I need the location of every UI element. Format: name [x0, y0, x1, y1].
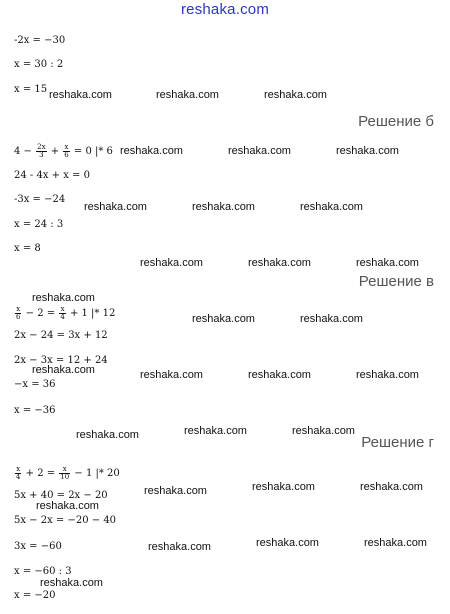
watermark-text: reshaka.com [32, 292, 95, 304]
watermark-text: reshaka.com [336, 145, 399, 157]
watermark-text: reshaka.com [192, 313, 255, 325]
equation-line: 2x − 3x = 12 + 24 [14, 355, 108, 366]
watermark-text: reshaka.com [84, 201, 147, 213]
watermark-text: reshaka.com [76, 429, 139, 441]
equation-line-with-fractions: 4 − $\frac{2x}{3}$ + $\frac{x}{6}$ = 0 |* 6 [14, 143, 113, 159]
fraction: $\frac{x}{4}$ [60, 305, 65, 321]
equation-line: x = 24 : 3 [14, 219, 64, 230]
watermark-text: reshaka.com [228, 145, 291, 157]
watermark-text: reshaka.com [40, 577, 103, 589]
watermark-text: reshaka.com [252, 481, 315, 493]
equation-line: -3x = −24 [14, 194, 66, 205]
equation-line-with-fractions: $\frac{x}{4}$ + 2 = $\frac{x}{10}$ − 1 |* 20 [16, 465, 120, 481]
watermark-text: reshaka.com [248, 369, 311, 381]
section-heading-g: Решение г [361, 434, 434, 451]
watermark-text: reshaka.com [248, 257, 311, 269]
equation-line: x = −36 [14, 405, 56, 416]
equation-line: x = −60 : 3 [14, 566, 72, 577]
watermark-text: reshaka.com [192, 201, 255, 213]
equation-line-with-fractions: $\frac{x}{6}$ − 2 = $\frac{x}{4}$ + 1 |* 12 [16, 305, 116, 321]
watermark-text: reshaka.com [356, 257, 419, 269]
equation-line: 2x − 24 = 3x + 12 [14, 330, 108, 341]
equation-line: −x = 36 [14, 379, 56, 390]
equation-line: x = −20 [14, 590, 56, 601]
watermark-text: reshaka.com [264, 89, 327, 101]
watermark-text: reshaka.com [120, 145, 183, 157]
watermark-text: reshaka.com [300, 313, 363, 325]
watermark-text: reshaka.com [356, 369, 419, 381]
equation-line: 3x = −60 [14, 541, 62, 552]
watermark-text: reshaka.com [184, 425, 247, 437]
watermark-text: reshaka.com [300, 201, 363, 213]
equation-line: x = 15 [14, 84, 48, 95]
equation-line: -2x = −30 [14, 35, 66, 46]
watermark-text: reshaka.com [144, 485, 207, 497]
watermark-text: reshaka.com [156, 89, 219, 101]
equation-line: 24 - 4x + x = 0 [14, 170, 90, 181]
watermark-text: reshaka.com [292, 425, 355, 437]
watermark-text: reshaka.com [148, 541, 211, 553]
watermark-text: reshaka.com [32, 364, 95, 376]
watermark-text: reshaka.com [140, 369, 203, 381]
equation-line: x = 8 [14, 243, 41, 254]
fraction: $\frac{2x}{3}$ [37, 143, 46, 159]
fraction: $\frac{x}{10}$ [60, 465, 70, 481]
watermark-text: reshaka.com [360, 481, 423, 493]
watermark-text: reshaka.com [256, 537, 319, 549]
fraction: $\frac{x}{6}$ [64, 143, 69, 159]
equation-line: 5x − 2x = −20 − 40 [14, 515, 117, 526]
section-heading-v: Решение в [358, 273, 434, 290]
watermark-text: reshaka.com [364, 537, 427, 549]
watermark-text: reshaka.com [49, 89, 112, 101]
watermark-text: reshaka.com [36, 500, 99, 512]
fraction: $\frac{x}{4}$ [16, 465, 21, 481]
section-heading-b: Решение б [358, 113, 434, 130]
watermark-text: reshaka.com [140, 257, 203, 269]
equation-line: 5x + 40 = 2x − 20 [14, 490, 108, 501]
site-title[interactable]: reshaka.com [180, 1, 270, 18]
equation-line: x = 30 : 2 [14, 59, 64, 70]
fraction: $\frac{x}{6}$ [16, 305, 21, 321]
